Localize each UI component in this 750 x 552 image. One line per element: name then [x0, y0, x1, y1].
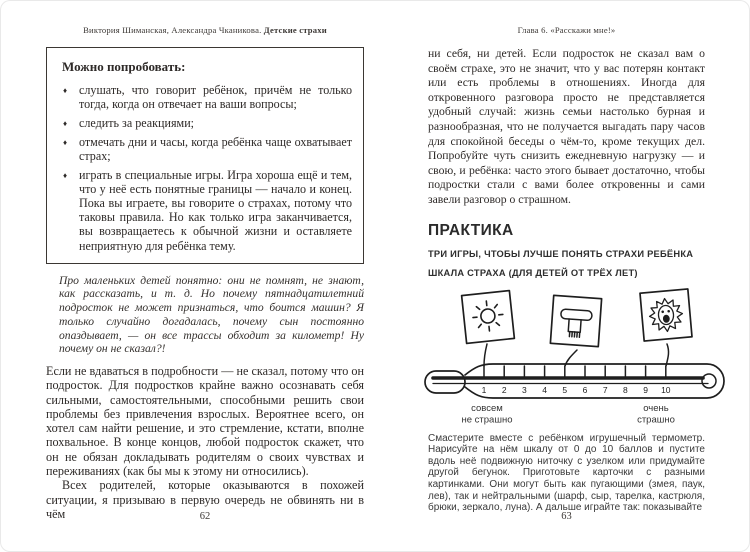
- fear-scale-illustration: [419, 288, 741, 426]
- running-head-authors: Виктория Шиманская, Александра Чканикова.: [83, 25, 262, 35]
- try-list: [60, 83, 352, 253]
- scale-number: 1: [481, 384, 487, 395]
- page-right: [428, 0, 705, 552]
- scale-label-right: страшно: [637, 414, 675, 426]
- try-box: [46, 47, 364, 264]
- scale-number: 4: [542, 384, 547, 395]
- scale-label-left: не страшно: [461, 414, 513, 426]
- scarf-card: [550, 295, 601, 346]
- list-item: [60, 83, 352, 111]
- practice-text: Смастерите вместе с ребёнком игрушечный термометр. Нарисуйте на нём шкалу от 0 до 10 баллов и пустите вдоль неё подвижную ниточку с узелком или придумайте другой бегунок. Приготовьте карточки с разными картинками. Они могут быть как пугающими (змея, паук, лев), так и нейтральными (шарф, сыр, тарелка, кастрюля, брюки, зеркало, луна). А дальше играйте так: показывайте: [428, 432, 705, 514]
- diamond-bullet-icon: ♦: [63, 137, 68, 147]
- page-number-right: 63: [561, 511, 572, 522]
- list-item-text: следить за реакциями;: [79, 115, 195, 130]
- list-item: [60, 116, 352, 130]
- practice-subheading-2: ШКАЛА СТРАХА (ДЛЯ ДЕТЕЙ ОТ ТРЁХ ЛЕТ): [428, 267, 638, 278]
- scale-label-left: совсем: [471, 402, 503, 414]
- body-paragraph: Всех родителей, которые оказываются в похожей ситуации, я призываю в первую очередь не обвинять ни в чём: [46, 478, 364, 521]
- connector-line: [484, 344, 487, 366]
- try-box-title: Можно попробовать:: [62, 59, 186, 74]
- running-head-left: [46, 25, 364, 35]
- mercury-line: [433, 378, 708, 384]
- list-item-text: слушать, что говорит ребёнок, причём не только тогда, когда он отвечает на ваши вопросы;: [79, 83, 352, 112]
- sun-card: [462, 290, 515, 343]
- monster-card: [640, 289, 692, 341]
- scale-number: 5: [562, 384, 568, 395]
- diamond-bullet-icon: ♦: [63, 86, 68, 95]
- scale-number: 8: [623, 384, 628, 395]
- scale-number: 6: [582, 384, 588, 395]
- scale-label-right: очень: [643, 402, 669, 414]
- thermometer-outline: [425, 364, 724, 398]
- monster-icon: [648, 297, 684, 333]
- italic-reader-quote: Про маленьких детей понятно: они не помнят, не знают, как рассказать, и т. д. Но почему пятнадцатилетний подросток не может признаться, что боится машин? Я только случайно догадалась, почему сын постоянно опаздывает, — он все трассы обходит за километр! Ну почему он не сказал?!: [59, 273, 364, 356]
- scale-number: 7: [602, 384, 608, 395]
- scarf-icon: [559, 308, 592, 337]
- diamond-bullet-icon: ♦: [63, 170, 68, 180]
- sun-icon: [471, 299, 504, 332]
- practice-heading: ПРАКТИКА: [428, 221, 514, 239]
- list-item-text: играть в специальные игры. Игра хороша ещё и тем, что у неё есть понятные границы — начало и конец. Пока вы играете, вы говорите о страхах, потому что таковы правила. Но как только игра заканчивается, вы возвращаетесь к обычной жизни и оставляете неприятную для ребёнка тему.: [79, 167, 352, 253]
- running-head-book-title: Детские страхи: [263, 25, 327, 35]
- running-head-right: Глава 6. «Расскажи мне!»: [517, 25, 616, 35]
- list-item-text: отмечать дни и часы, когда ребёнка чаще охватывает страх;: [79, 134, 352, 163]
- diamond-bullet-icon: ♦: [63, 118, 68, 128]
- list-item: [60, 168, 352, 253]
- page-left: [46, 0, 364, 552]
- page-number-left: 62: [199, 511, 211, 522]
- scale-numbers: [482, 385, 671, 395]
- connector-line: [666, 344, 669, 366]
- body-paragraph: ни себя, ни детей. Если подросток не сказал вам о своём страхе, это не значит, что у вас потерян контакт или есть проблемы в отношениях. Иногда для откровенного разговора просто не представляется удобный случай: жизнь семьи настолько бурная и разнообразная, что не получается выгадать пару часов для спокойной беседы о чём-то, кроме текущих дел. Попробуйте чуть снизить ежедневную нагрузку — и свою, и ребёнка: часто этого бывает достаточно, чтобы подростки стали с вами более откровенны и сами завели разговор о страшном.: [428, 47, 705, 206]
- scale-number: 3: [522, 384, 527, 395]
- practice-subheading-1: ТРИ ИГРЫ, ЧТОБЫ ЛУЧШЕ ПОНЯТЬ СТРАХИ РЕБЁНКА: [428, 248, 694, 259]
- scale-number: 2: [501, 384, 507, 395]
- list-item: [60, 135, 352, 163]
- scale-number: 9: [643, 384, 648, 395]
- scale-number: 10: [661, 384, 671, 395]
- body-paragraph: Если не вдаваться в подробности — не сказал, потому что он подросток. Для подростков крайне важно осознавать себя сильными, самостоятельными, способными решить свои проблемы без привлечения взрослых. Вероятнее всего, он хотел сам найти решение, и это стремление, кстати, вполне похвальное. В конце концов, любой подросток скажет, что он не обязан докладывать родителям о своих чувствах и переживаниях (как бы мы к этому ни относились).: [46, 363, 364, 479]
